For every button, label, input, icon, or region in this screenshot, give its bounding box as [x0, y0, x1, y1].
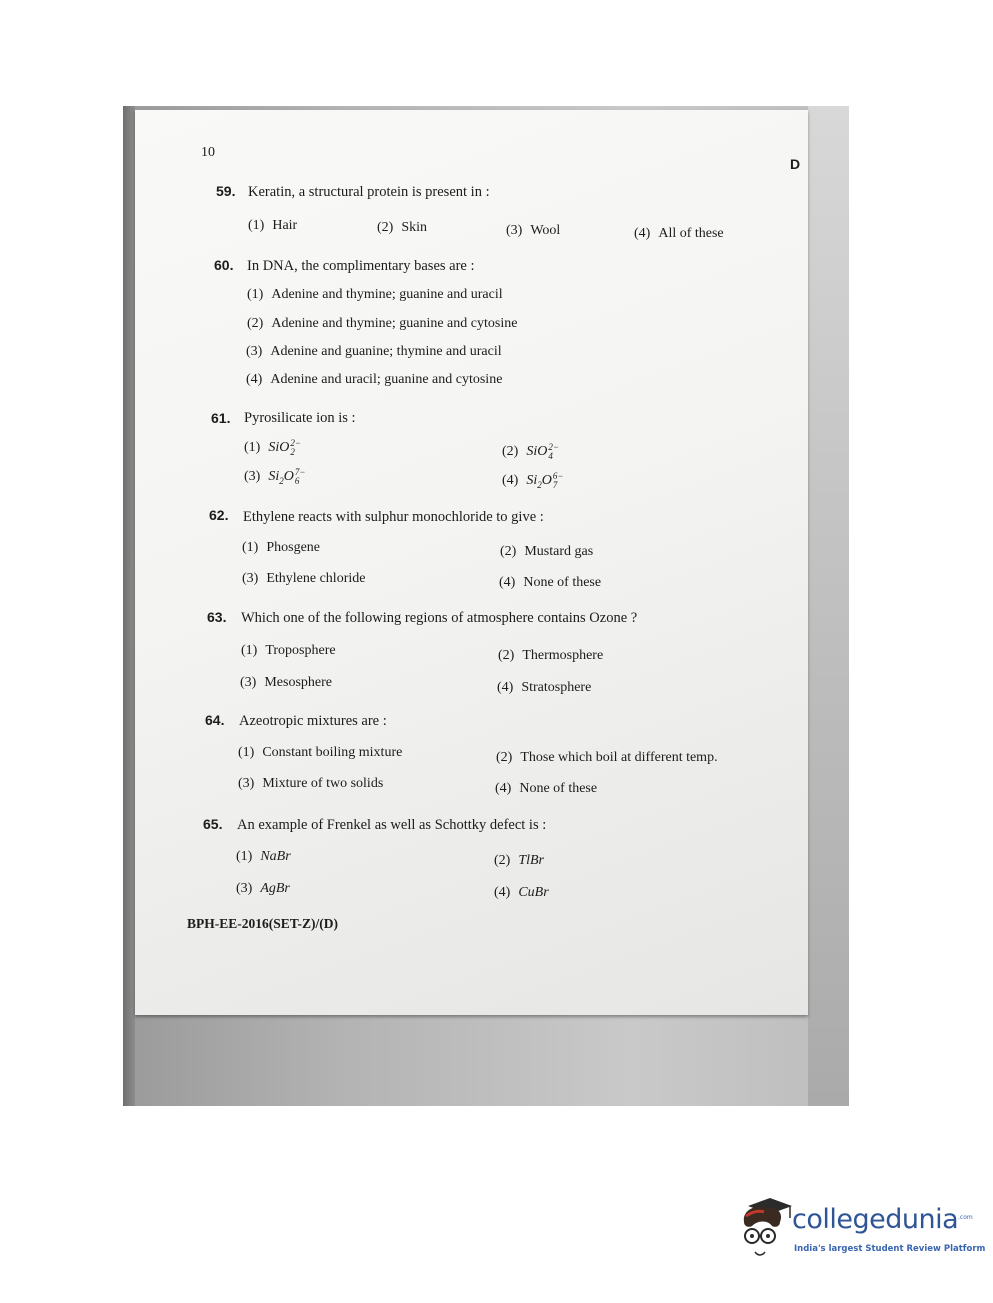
question-text: Azeotropic mixtures are : — [239, 713, 387, 729]
page-number: 10 — [201, 145, 215, 160]
option-text: Constant boiling mixture — [262, 745, 403, 760]
option-item — [247, 287, 503, 303]
option-item — [246, 344, 502, 360]
option-number: (3) — [244, 469, 261, 485]
option-item — [497, 680, 591, 696]
option-number: (3) — [236, 881, 253, 896]
option-number: (2) — [496, 750, 513, 765]
formula-base: Si — [268, 469, 280, 485]
option-number: (4) — [494, 885, 511, 900]
option-item — [248, 218, 297, 234]
formula-sub1: 2 — [537, 480, 542, 491]
option-text: Adenine and thymine; guanine and uracil — [271, 287, 503, 302]
formula-base: Si — [526, 473, 538, 489]
formula-sup: 2− — [290, 438, 301, 448]
option-item — [247, 316, 517, 332]
option-item — [500, 544, 593, 560]
option-number: (4) — [499, 575, 516, 590]
option-item — [494, 853, 544, 869]
option-number: (3) — [238, 776, 255, 791]
question-text: In DNA, the complimentary bases are : — [247, 258, 475, 274]
option-number: (1) — [236, 849, 253, 864]
logo-wordmark: collegedunia — [792, 1204, 959, 1235]
option-number: (3) — [242, 571, 259, 586]
option-number: (4) — [495, 781, 512, 796]
question-text: Which one of the following regions of atmosphere contains Ozone ? — [241, 610, 638, 626]
set-code: D — [790, 156, 801, 172]
option-text: Stratosphere — [521, 680, 592, 695]
option-item — [242, 571, 365, 587]
option-number: (2) — [377, 220, 394, 235]
option-item — [506, 223, 560, 239]
formula-sub: 6 — [294, 476, 300, 486]
scan-right-edge — [808, 106, 849, 1106]
option-item — [238, 776, 383, 792]
option-number: (2) — [247, 316, 264, 331]
option-text: Thermosphere — [522, 648, 604, 663]
option-text: Mesosphere — [264, 675, 332, 690]
option-text: Mixture of two solids — [262, 776, 384, 791]
formula-base: SiO — [526, 444, 548, 460]
option-number: (1) — [248, 218, 265, 233]
option-item — [495, 781, 597, 797]
question-text: Keratin, a structural protein is present in : — [248, 184, 490, 200]
option-number: (4) — [502, 473, 519, 489]
question-number: 62. — [209, 507, 229, 523]
option-number: (1) — [247, 287, 264, 302]
option-number: (4) — [246, 372, 263, 387]
mascot-icon — [738, 1196, 794, 1260]
option-number: (4) — [497, 680, 514, 695]
option-item — [634, 226, 724, 242]
formula-sub1: 2 — [279, 476, 284, 487]
formula-sup: 6− — [552, 471, 564, 481]
option-number: (1) — [241, 643, 258, 658]
option-number: (3) — [246, 344, 263, 359]
option-item — [499, 575, 601, 591]
formula-sub: 7 — [552, 480, 558, 490]
formula-mid: O — [283, 469, 294, 485]
option-text: TlBr — [518, 853, 545, 868]
option-item — [377, 220, 427, 236]
option-item — [241, 643, 336, 659]
option-item — [236, 881, 290, 897]
option-number: (2) — [494, 853, 511, 868]
option-text: Adenine and uracil; guanine and cytosine — [270, 372, 503, 387]
question-number: 61. — [211, 410, 231, 426]
option-text: Phosgene — [266, 540, 320, 555]
option-item — [236, 849, 291, 865]
formula-sub: 2 — [290, 447, 295, 457]
logo-domain-suffix: .com — [958, 1214, 973, 1221]
option-text: Skin — [401, 220, 428, 235]
option-text: All of these — [658, 226, 724, 241]
option-item — [246, 372, 502, 388]
option-number: (2) — [498, 648, 515, 663]
question-text: Ethylene reacts with sulphur monochloride to give : — [243, 509, 544, 525]
logo-tagline: India's largest Student Review Platform — [794, 1244, 986, 1254]
question-number: 65. — [203, 816, 223, 832]
formula-base: SiO — [268, 440, 290, 456]
option-number: (2) — [500, 544, 517, 559]
option-text: Those which boil at different temp. — [520, 750, 718, 765]
formula-sup: 7− — [294, 467, 306, 477]
option-text: Mustard gas — [524, 544, 594, 559]
option-item — [498, 648, 603, 664]
exam-page — [135, 110, 808, 1015]
option-item — [240, 675, 332, 691]
option-text: CuBr — [518, 885, 549, 900]
question-text: Pyrosilicate ion is : — [244, 410, 356, 426]
option-text: None of these — [523, 575, 602, 590]
paper-code-footer: BPH-EE-2016(SET-Z)/(D) — [187, 916, 339, 931]
option-text: Hair — [272, 218, 298, 233]
option-number: (4) — [634, 226, 651, 241]
option-text: Wool — [530, 223, 561, 238]
question-number: 64. — [205, 712, 225, 728]
option-item — [496, 750, 718, 766]
option-number: (1) — [238, 745, 255, 760]
option-item — [244, 439, 301, 457]
option-number: (3) — [240, 675, 257, 690]
option-text: AgBr — [260, 881, 290, 896]
question-text: An example of Frenkel as well as Schottky defect is : — [237, 817, 547, 833]
option-text: None of these — [519, 781, 598, 796]
option-item — [502, 443, 559, 461]
option-text: Ethylene chloride — [266, 571, 366, 586]
option-text: Adenine and guanine; thymine and uracil — [270, 344, 502, 359]
option-number: (1) — [244, 440, 261, 456]
option-item — [242, 540, 320, 556]
collegedunia-logo[interactable] — [738, 1196, 986, 1260]
question-number: 59. — [216, 183, 236, 199]
option-number: (3) — [506, 223, 523, 238]
option-item — [494, 885, 549, 901]
formula-mid: O — [541, 473, 552, 489]
option-number: (2) — [502, 444, 519, 460]
option-number: (1) — [242, 540, 259, 555]
question-number: 60. — [214, 257, 234, 273]
option-item — [502, 472, 563, 490]
option-item — [244, 468, 305, 486]
formula-sub: 4 — [548, 451, 553, 461]
scan-left-edge — [123, 106, 135, 1106]
option-text: Troposphere — [265, 643, 336, 658]
option-text: Adenine and thymine; guanine and cytosine — [271, 316, 518, 331]
option-item — [238, 745, 402, 761]
option-text: NaBr — [260, 849, 291, 864]
formula-sup: 2− — [548, 442, 559, 452]
question-number: 63. — [207, 609, 227, 625]
